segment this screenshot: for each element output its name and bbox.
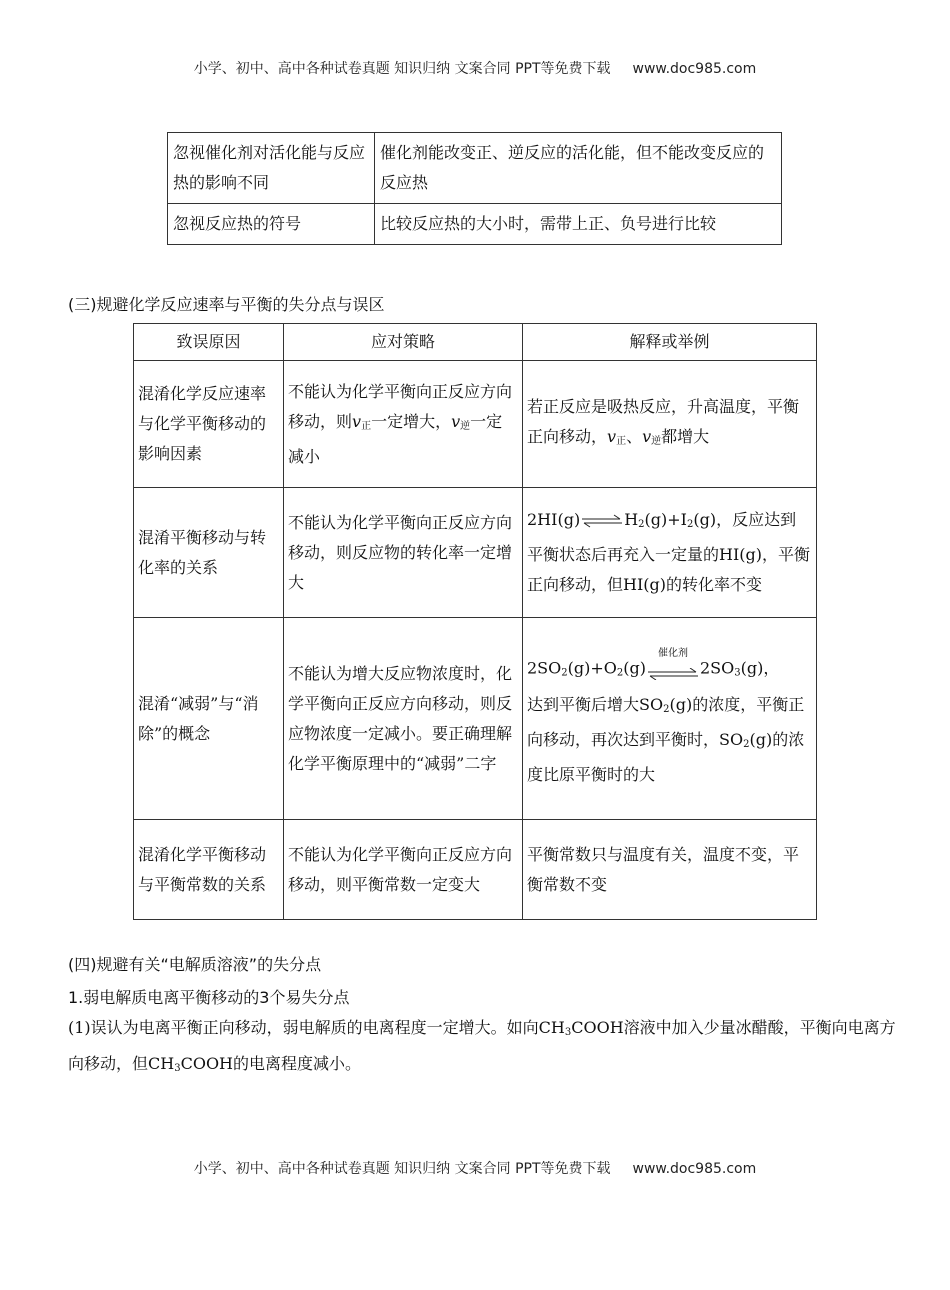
column-header: 致误原因: [134, 324, 284, 361]
table-cell: [523, 361, 817, 488]
subscript: 2: [638, 519, 645, 530]
text-run: 2SO: [700, 658, 735, 677]
column-header: 应对策略: [284, 324, 523, 361]
table-cell: 混淆化学平衡移动与平衡常数的关系: [134, 820, 284, 920]
text-run: 若正反应是吸热反应，升高温度，平衡正向移动，: [527, 396, 800, 446]
equilibrium-arrow-icon: [646, 668, 700, 680]
text-run: (g)+I: [644, 510, 687, 529]
text-run: COOH溶液中加入少量冰醋酸，平衡向电离方向移动，但CH: [68, 1018, 896, 1073]
text-run: 2HI(g): [527, 510, 581, 529]
subscript: 逆: [651, 435, 662, 447]
subscript: 2: [663, 703, 670, 715]
table-cell: 忽视反应热的符号: [168, 204, 375, 245]
table-cell: 混淆“减弱”与“消除”的概念: [134, 618, 284, 820]
catalyst-equilibrium-arrow: [646, 648, 700, 690]
page-footer: [0, 1158, 950, 1178]
subscript: 3: [174, 1063, 181, 1074]
subscript: 2: [743, 738, 750, 750]
table-row: [168, 133, 782, 204]
table-cell: 不能认为化学平衡向正反应方向移动，则反应物的转化率一定增大: [284, 488, 523, 618]
column-header: 解释或举例: [523, 324, 817, 361]
text-run: 、: [626, 426, 643, 446]
header-url[interactable]: www.doc985.com: [632, 61, 757, 77]
subscript: 2: [686, 519, 694, 530]
v-symbol: v: [352, 411, 362, 431]
text-run: (g)，反应达到平衡状态后再充入一定量的HI(g)，平衡正向移动，但HI(g)的转化率不变: [527, 510, 811, 594]
table-cell: 忽视催化剂对活化能与反应热的影响不同: [168, 133, 375, 204]
table-cell: [523, 488, 817, 618]
subscript: 3: [564, 1027, 572, 1038]
table-cell: 不能认为增大反应物浓度时，化学平衡向正反应方向移动，则反应物浓度一定减小。要正确理解化学平衡原理中的“减弱”二字: [284, 618, 523, 820]
subscript: 正: [361, 420, 372, 432]
table-header-row: [134, 324, 817, 361]
v-symbol: v: [607, 426, 617, 446]
text-run: 达到平衡后增大SO: [527, 694, 664, 714]
text-run: (g): [623, 658, 646, 677]
paragraph: [68, 1012, 898, 1084]
text-run: 一定增大，: [371, 411, 452, 431]
subscript: 3: [734, 667, 741, 678]
text-run: (g)，: [740, 658, 780, 677]
table-row: [134, 618, 817, 820]
text-run: (g)+O: [567, 658, 617, 677]
section-4-title: (四)规避有关“电解质溶液”的失分点: [68, 955, 322, 974]
text-run: (g)的浓度比原平衡时的大: [527, 729, 805, 784]
table-cell: 比较反应热的大小时，需带上正、负号进行比较: [375, 204, 782, 245]
v-symbol: v: [451, 411, 461, 431]
v-symbol: v: [642, 426, 652, 446]
subscript: 2: [561, 667, 568, 678]
table-cell: 混淆化学反应速率与化学平衡移动的影响因素: [134, 361, 284, 488]
table-cell: [284, 361, 523, 488]
text-run: 不能认为化学平衡向正反应方向移动，则: [288, 381, 513, 431]
subsection-title: 1.弱电解质电离平衡移动的3个易失分点: [68, 988, 350, 1007]
section-3-title: (三)规避化学反应速率与平衡的失分点与误区: [68, 295, 385, 314]
error-table-continued: [167, 132, 782, 245]
table-cell: 平衡常数只与温度有关，温度不变，平衡常数不变: [523, 820, 817, 920]
text-run: 都增大: [661, 426, 710, 446]
text-run: 2SO: [527, 658, 562, 677]
text-run: COOH的电离程度减小。: [180, 1054, 362, 1073]
text-run: 一定减小: [288, 411, 503, 466]
table-row: [168, 204, 782, 245]
header-text: 小学、初中、高中各种试卷真题 知识归纳 文案合同 PPT等免费下载: [193, 61, 611, 77]
footer-url[interactable]: www.doc985.com: [632, 1161, 757, 1177]
table-row: [134, 361, 817, 488]
subscript: 正: [616, 435, 627, 447]
table-cell: 混淆平衡移动与转化率的关系: [134, 488, 284, 618]
footer-text: 小学、初中、高中各种试卷真题 知识归纳 文案合同 PPT等免费下载: [193, 1161, 611, 1177]
table-row: [134, 488, 817, 618]
table-cell: [523, 618, 817, 820]
text-run: (g)的浓度，平衡正向移动，再次达到平衡时，SO: [527, 694, 805, 749]
table-cell: 不能认为化学平衡向正反应方向移动，则平衡常数一定变大: [284, 820, 523, 920]
page-header: [0, 58, 950, 78]
rate-equilibrium-table: [133, 323, 817, 920]
text-run: H: [624, 510, 639, 529]
text-run: (1)误认为电离平衡正向移动，弱电解质的电离程度一定增大。如向CH: [68, 1018, 565, 1037]
catalyst-label: 催化剂: [658, 647, 688, 659]
table-row: [134, 820, 817, 920]
table-cell: 催化剂能改变正、逆反应的活化能，但不能改变反应的反应热: [375, 133, 782, 204]
equilibrium-arrow-icon: [580, 514, 624, 528]
subscript: 逆: [460, 420, 471, 432]
subscript: 2: [616, 667, 624, 678]
